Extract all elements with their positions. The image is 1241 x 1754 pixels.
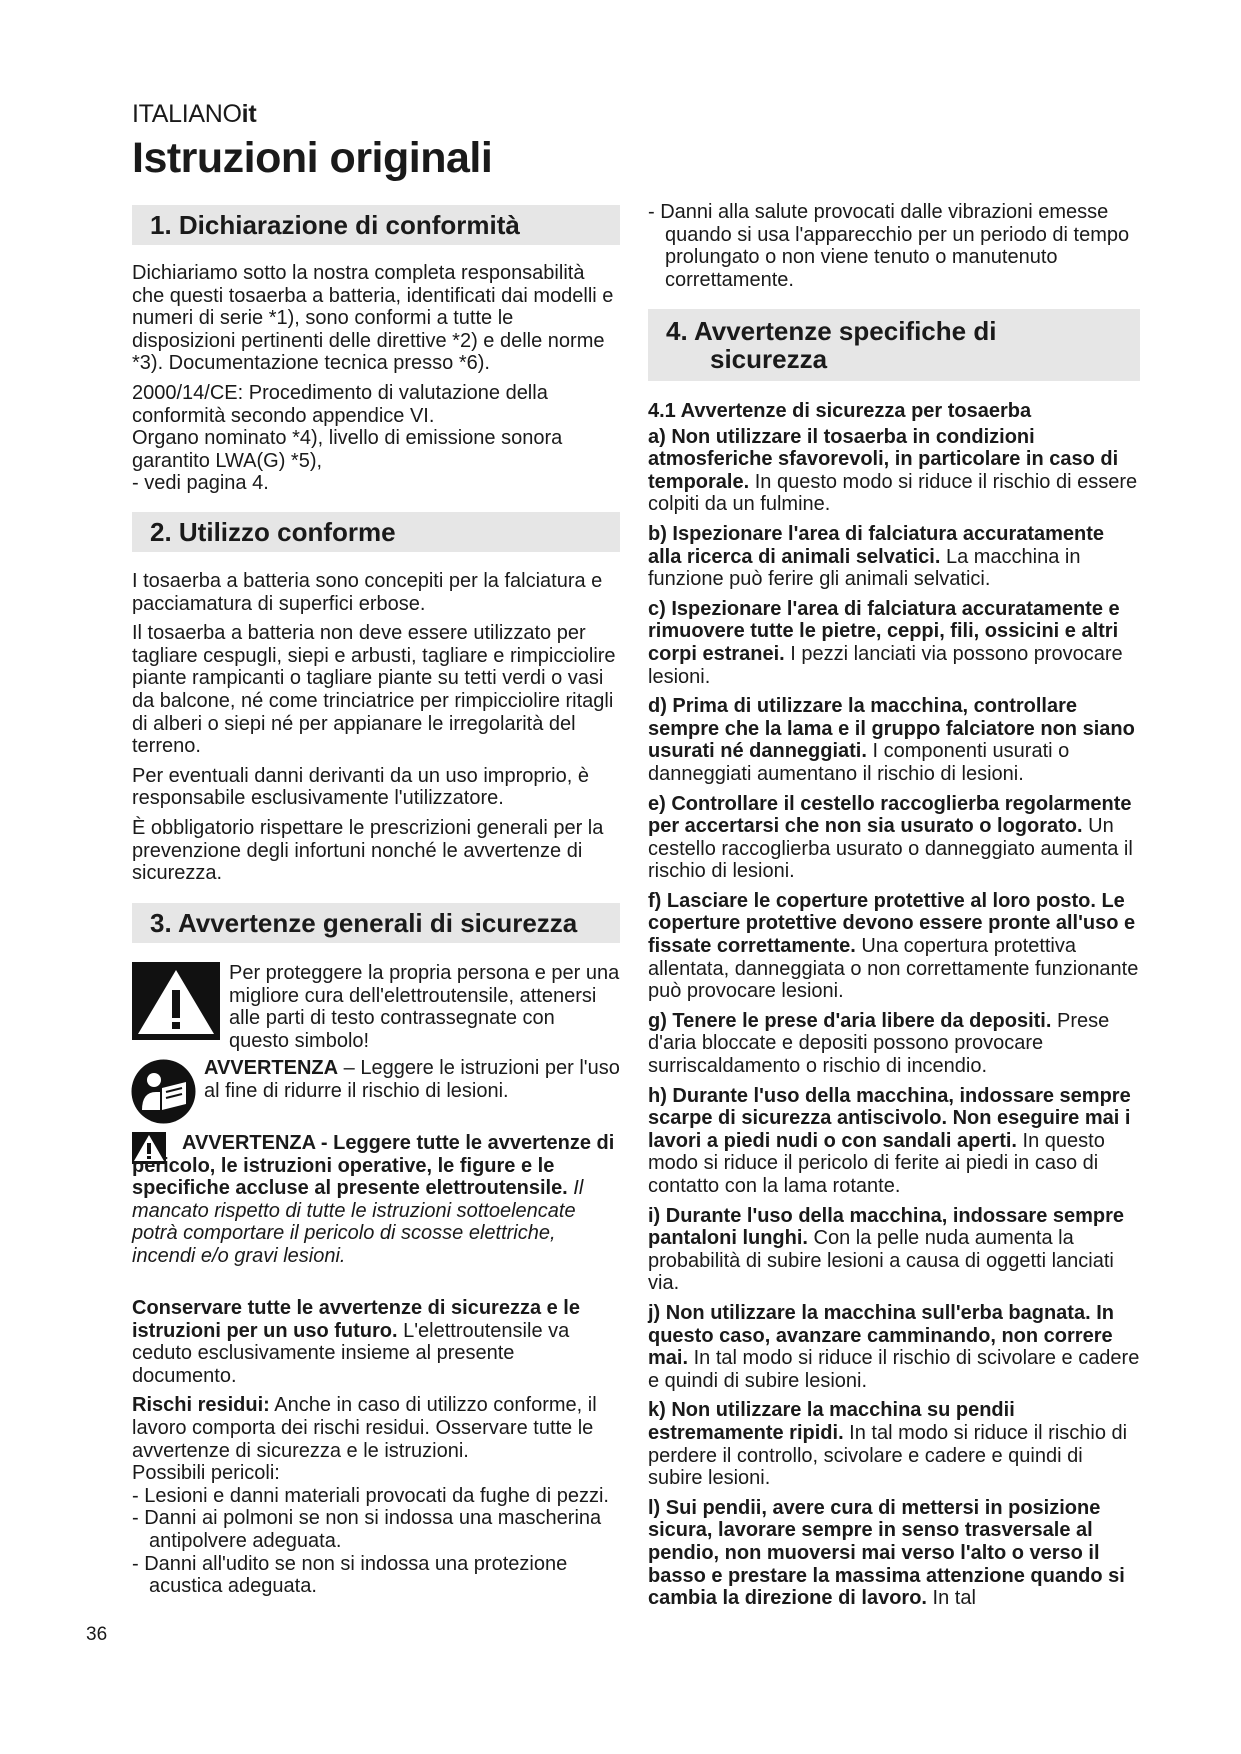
rule-k-text: In tal modo si riduce il rischio di perdere il controllo, scivolare e cadere e quindi di subire lesioni. [648, 1421, 1128, 1490]
rule-g-text: Prese d'aria bloccate e depositi possono provocare surriscaldamento o rischio di incendio. [648, 1009, 1110, 1078]
residual-risks-label: Rischi residui: [132, 1394, 270, 1417]
rule-k-bold: k) Non utilizzare la macchina su pendii estremamente ripidi. [648, 1399, 1015, 1444]
section-3-heading: 3. Avvertenze generali di sicurezza [132, 903, 620, 943]
hazard-continued [648, 201, 1140, 291]
rule-e-bold: e) Controllare il cestello raccoglierba regolarmente per accertarsi che non sia usurato o logorato. [648, 792, 1132, 838]
rule-b-text: La macchina in funzione può ferire gli animali selvatici. [648, 545, 1081, 591]
rule-b-bold: b) Ispezionare l'area di falciatura accuratamente alla ricerca di animali selvatici. [648, 522, 1105, 568]
rule-h-text: In questo modo si riduce il pericolo di ferite ai piedi in caso di contatto con la lama rotante. [648, 1129, 1105, 1197]
section-4-body [648, 400, 1140, 1610]
rule-d-bold: d) Prima di utilizzare la macchina, controllare sempre che la lama e il gruppo falciatore non siano usurati né danneggiati. [648, 695, 1135, 763]
residual-risks-paragraph [132, 1394, 620, 1462]
rule-j [648, 1302, 1140, 1392]
page-title: Istruzioni originali [132, 134, 493, 182]
rule-j-bold: j) Non utilizzare la macchina sull'erba bagnata. In questo caso, avanzare camminando, non correre mai. [648, 1301, 1114, 1370]
rule-d-text: I componenti usurati o danneggiati aumentano il rischio di lesioni. [648, 740, 1070, 785]
rule-f [648, 890, 1140, 1003]
residual-risks-text: Anche in caso di utilizzo conforme, il lavoro comporta dei rischi residui. Osservare tutte le avvertenze di sicurezza e le istruzioni. [132, 1394, 597, 1462]
rule-e-text: Un cestello raccoglierba usurato o danneggiato aumenta il rischio di lesioni. [648, 815, 1133, 883]
rule-c-bold: c) Ispezionare l'area di falciatura accuratamente e rimuovere tutte le pietre, ceppi, fili, ossicini e altri corpi estranei. [648, 597, 1120, 665]
section-1-heading: 1. Dichiarazione di conformità [132, 205, 620, 245]
rule-f-bold: f) Lasciare le coperture protettive al loro posto. Le coperture protettive devono essere pronte all'uso e fissate correttamente. [648, 889, 1136, 958]
section-1-body [132, 262, 620, 495]
rule-i-bold: i) Durante l'uso della macchina, indossare sempre pantaloni lunghi. [648, 1204, 1125, 1250]
rule-c-text: I pezzi lanciati via possono provocare lesioni. [648, 642, 1123, 688]
hazards-label: Possibili pericoli: [132, 1462, 280, 1485]
symbol-explanation-text: Per proteggere la propria persona e per una migliore cura dell'elettroutensile, attenersi alle parti di testo contrassegnate con questo simbolo! [229, 962, 620, 1052]
rule-g [648, 1010, 1140, 1078]
prevention-paragraph: È obbligatorio rispettare le prescrizioni generali per la prevenzione degli infortuni nonché le avvertenze di sicurezza. [132, 816, 604, 885]
page-number: 36 [86, 1624, 108, 1645]
rule-b [648, 523, 1140, 591]
rule-g-bold: g) Tenere le prese d'aria libere da depositi. [648, 1009, 1052, 1032]
rule-i-text: Con la pelle nuda aumenta la probabilità di subire lesioni a causa di oggetti lanciati via. [648, 1227, 1114, 1295]
rule-a-bold: a) Non utilizzare il tosaerba in condizioni atmosferiche sfavorevoli, in particolare in caso di temporale. [648, 425, 1119, 493]
warning-triangle-icon [132, 962, 220, 1040]
language-code: it [241, 100, 257, 128]
keep-instructions-paragraph [132, 1297, 620, 1387]
section-4-heading-line-1: 4. Avvertenze specifiche di [666, 316, 997, 346]
section-4-heading [648, 309, 1140, 381]
rule-h-bold: h) Durante l'uso della macchina, indossare sempre scarpe di sicurezza antiscivolo. Non eseguire mai i lavori a piedi nudi o con sandali aperti. [648, 1084, 1131, 1152]
hazard-item: - Danni ai polmoni se non si indossa una mascherina antipolvere adeguata. [132, 1507, 602, 1552]
general-warning-italic: Il mancato rispetto di tutte le istruzioni sottoelencate potrà comportare il pericolo di scosse elettriche, incendi e/o gravi lesioni. [132, 1177, 584, 1267]
notified-body-line: Organo nominato *4), livello di emissione sonora garantito LWA(G) *5), [132, 427, 563, 472]
manual-warning-label: AVVERTENZA [204, 1057, 339, 1079]
rule-k [648, 1399, 1140, 1489]
declaration-paragraph: Dichiariamo sotto la nostra completa responsabilità che questi tosaerba a batteria, identificati dai modelli e numeri di serie *1), sono conformi a tutte le disposizioni pertinenti delle direttive *2) e delle norme *3). Documentazione tecnica presso *6). [132, 262, 614, 375]
read-manual-icon [130, 1058, 197, 1125]
section-2-heading: 2. Utilizzo conforme [132, 512, 620, 552]
general-warning [132, 1132, 620, 1268]
subsection-4-1-heading: 4.1 Avvertenze di sicurezza per tosaerba [648, 400, 1032, 422]
hazard-item: - Danni all'udito se non si indossa una protezione acustica adeguata. [132, 1552, 568, 1598]
hazard-item: - Lesioni e danni materiali provocati da fughe di pezzi. [132, 1484, 609, 1507]
rule-l-bold: l) Sui pendii, avere cura di mettersi in posizione sicura, lavorare sempre in senso trasversale al pendio, non muoversi mai verso l'alto o verso il basso e prestare la massima attenzione quando si cambia la direzione di lavoro. [648, 1496, 1125, 1610]
language-name: ITALIANO [132, 100, 242, 128]
see-page-line: - vedi pagina 4. [132, 472, 269, 495]
general-warning-bold: AVVERTENZA - Leggere tutte le avvertenze di pericolo, le istruzioni operative, le figure e le specifiche accluse al presente elettroutensile. [132, 1132, 615, 1200]
section-3-body [132, 1297, 620, 1598]
hazard-item: - Danni alla salute provocati dalle vibrazioni emesse quando si usa l'apparecchio per un periodo di tempo prolungato o non viene tenuto o manutenuto correttamente. [648, 201, 1130, 291]
rule-e [648, 793, 1140, 883]
not-intended-paragraph: Il tosaerba a batteria non deve essere utilizzato per tagliare cespugli, siepi e arbusti, tagliare e rimpicciolire piante rampicanti o tagliare piante su tetti verdi o vasi da balcone, né come trinciatrice per rimpicciolire ritagli di alberi o siepi né per appianare le irregolarità del terreno. [132, 622, 616, 758]
directive-line: 2000/14/CE: Procedimento di valutazione della conformità secondo appendice VI. [132, 381, 548, 427]
rule-l-text: In tal [926, 1587, 976, 1610]
rule-c [648, 598, 1140, 688]
rule-l [648, 1497, 1140, 1610]
manual-warning [204, 1057, 620, 1102]
section-4-heading-line-2: sicurezza [710, 344, 828, 374]
intended-use-paragraph: I tosaerba a batteria sono concepiti per la falciatura e pacciamatura di superfici erbose. [132, 570, 603, 615]
rule-a-text: In questo modo si riduce il rischio di essere colpiti da un fulmine. [648, 470, 1138, 516]
rule-f-text: Una copertura protettiva allentata, danneggiata o non correttamente funzionante può provocare lesioni. [648, 935, 1139, 1003]
keep-instructions-text: L'elettroutensile va ceduto esclusivamente insieme al presente documento. [132, 1319, 570, 1387]
language-label [132, 100, 256, 129]
rule-a [648, 426, 1140, 516]
rule-j-text: In tal modo si riduce il rischio di scivolare e cadere e quindi di subire lesioni. [648, 1347, 1140, 1392]
rule-i [648, 1205, 1140, 1295]
section-2-body [132, 570, 620, 885]
rule-d [648, 695, 1140, 785]
keep-instructions-bold: Conservare tutte le avvertenze di sicurezza e le istruzioni per un uso futuro. [132, 1297, 580, 1342]
liability-paragraph: Per eventuali danni derivanti da un uso improprio, è responsabile esclusivamente l'utilizzatore. [132, 764, 589, 810]
symbol-explanation [229, 962, 620, 1052]
rule-h [648, 1085, 1140, 1198]
manual-warning-text: – Leggere le istruzioni per l'uso al fine di ridurre il rischio di lesioni. [204, 1057, 620, 1102]
